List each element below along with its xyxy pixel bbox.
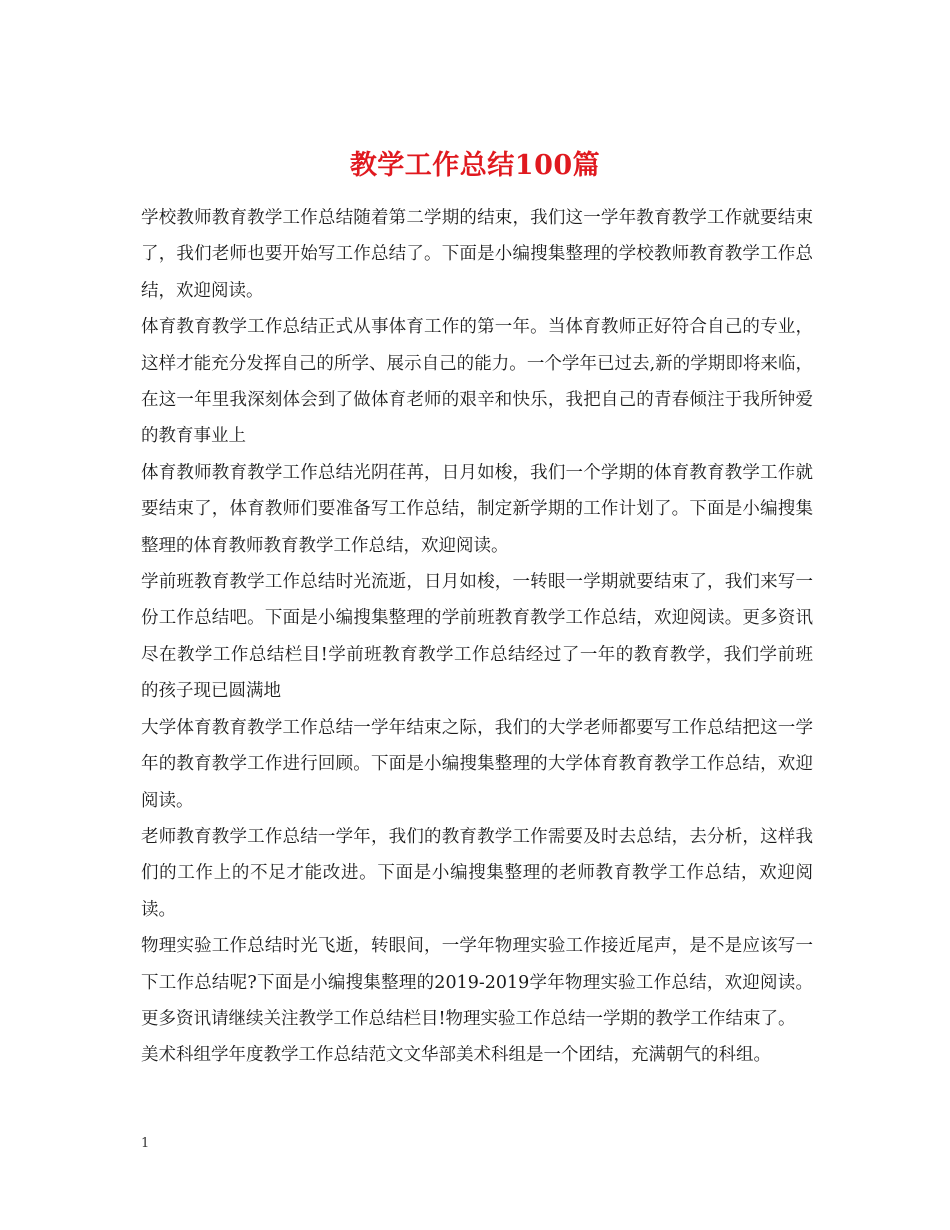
document-body	[141, 200, 813, 1074]
paragraph-university-pe: 大学体育教育教学工作总结一学年结束之际，我们的大学老师都要写工作总结把这一学年的教育教学工作进行回顾。下面是小编搜集整理的大学体育教育教学工作总结，欢迎阅读。	[141, 717, 813, 811]
page-number: 1	[141, 1136, 150, 1151]
paragraph-pe-teacher: 体育教师教育教学工作总结光阴荏苒，日月如梭，我们一个学期的体育教育教学工作就要结束了，体育教师们要准备写工作总结，制定新学期的工作计划了。下面是小编搜集整理的体育教师教育教学工作总结，欢迎阅读。	[141, 462, 813, 556]
paragraph-teacher-summary: 老师教育教学工作总结一学年，我们的教育教学工作需要及时去总结，去分析，这样我们的工作上的不足才能改进。下面是小编搜集整理的老师教育教学工作总结，欢迎阅读。	[141, 826, 813, 920]
paragraph-physics-lab: 物理实验工作总结时光飞逝，转眼间，一学年物理实验工作接近尾声，是不是应该写一下工作总结呢?下面是小编搜集整理的2019-2019学年物理实验工作总结，欢迎阅读。更多资讯请继续关注教学工作总结栏目!物理实验工作总结一学期的教学工作结束了。	[141, 936, 813, 1029]
paragraph-preschool: 学前班教育教学工作总结时光流逝，日月如梭，一转眼一学期就要结束了，我们来写一份工作总结吧。下面是小编搜集整理的学前班教育教学工作总结，欢迎阅读。更多资讯尽在教学工作总结栏目!学前班教育教学工作总结经过了一年的教育教学，我们学前班的孩子现已圆满地	[141, 572, 813, 702]
document-title: 教学工作总结100篇	[349, 150, 601, 182]
paragraph-school-teacher: 学校教师教育教学工作总结随着第二学期的结束，我们这一学年教育教学工作就要结束了，我们老师也要开始写工作总结了。下面是小编搜集整理的学校教师教育教学工作总结，欢迎阅读。	[141, 208, 813, 301]
paragraph-art-group: 美术科组学年度教学工作总结范文文华部美术科组是一个团结，充满朝气的科组。	[141, 1045, 771, 1066]
paragraph-pe-summary: 体育教育教学工作总结正式从事体育工作的第一年。当体育教师正好符合自己的专业，这样才能充分发挥自己的所学、展示自己的能力。一个学年已过去,新的学期即将来临，在这一年里我深刻体会到了做体育老师的艰辛和快乐，我把自己的青春倾注于我所钟爱的教育事业上	[141, 317, 813, 447]
